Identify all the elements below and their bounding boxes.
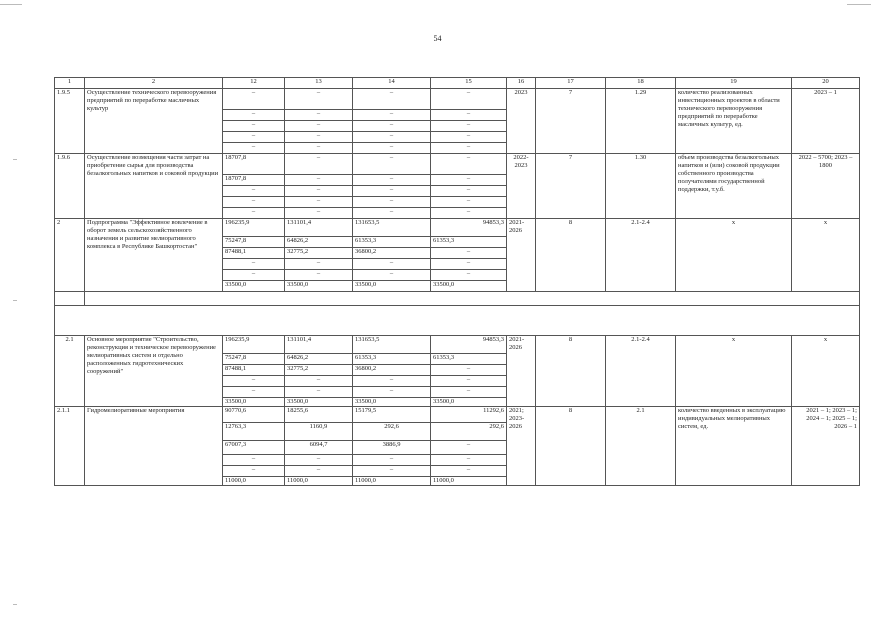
value-cell: 36800,2	[353, 248, 431, 259]
value-cell: –	[431, 89, 507, 110]
value-cell: –	[353, 376, 431, 387]
value-cell: 6094,7	[285, 441, 353, 455]
scan-edge-mark	[13, 300, 17, 301]
value-cell: –	[431, 466, 507, 477]
value-cell: 18707,8	[223, 154, 285, 175]
value-cell: –	[431, 186, 507, 197]
value-cell: 33500,0	[353, 398, 431, 407]
value-cell: –	[285, 455, 353, 466]
value-cell: 131101,4	[285, 336, 353, 354]
value-cell: 75247,8	[223, 354, 285, 365]
col17-cell: 7	[536, 154, 606, 219]
indicator-cell: количество реализованных инвестиционных проектов в области технического перевооружения предприятий по переработке масличных культур, ед.	[676, 89, 792, 154]
measure-name: Осуществление возмещения части затрат на приобретение сырья для производства безалкогольных напитков и соковой продукции	[85, 154, 223, 219]
row-number: 2	[55, 219, 85, 292]
header-cell: 16	[507, 78, 536, 89]
value-cell: –	[353, 259, 431, 270]
header-cell: 14	[353, 78, 431, 89]
col17-cell: 7	[536, 89, 606, 154]
header-cell: 18	[606, 78, 676, 89]
value-cell: –	[223, 110, 285, 121]
value-cell: –	[353, 270, 431, 281]
value-cell: –	[353, 466, 431, 477]
target-cell: х	[792, 336, 860, 407]
indicator-cell: объем производства безалкогольных напитков и (или) соковой продукции собственного производства получателями государственной поддержки, т.у.б.	[676, 154, 792, 219]
value-cell: –	[285, 186, 353, 197]
value-cell: –	[431, 197, 507, 208]
header-row	[55, 78, 860, 89]
value-cell: –	[223, 270, 285, 281]
value-cell: 196235,9	[223, 219, 285, 237]
value-cell: 33500,0	[431, 398, 507, 407]
value-cell: –	[223, 259, 285, 270]
value-cell: –	[431, 441, 507, 455]
value-cell: 61353,3	[353, 237, 431, 248]
value-cell: –	[285, 466, 353, 477]
value-cell: –	[353, 455, 431, 466]
blank-row	[55, 292, 860, 306]
value-cell: 196235,9	[223, 336, 285, 354]
value-cell: 67007,3	[223, 441, 285, 455]
value-cell: –	[353, 132, 431, 143]
value-cell: 11000,0	[223, 477, 285, 486]
value-cell: –	[431, 175, 507, 186]
value-cell: 87488,1	[223, 248, 285, 259]
blank-row	[55, 306, 860, 336]
value-cell: –	[285, 387, 353, 398]
value-cell: 33500,0	[223, 398, 285, 407]
value-cell: 131653,5	[353, 336, 431, 354]
target-cell: 2023 – 1	[792, 89, 860, 154]
value-cell: 32775,2	[285, 365, 353, 376]
col17-cell: 8	[536, 336, 606, 407]
measure-name: Подпрограмма "Эффективное вовлечение в оборот земель сельскохозяйственного назначения и развитие мелиоративного комплекса в Республике Башкортостан"	[85, 219, 223, 292]
target-cell: 2022 – 5700; 2023 – 1800	[792, 154, 860, 219]
value-cell: 3886,9	[353, 441, 431, 455]
table-row	[55, 154, 860, 175]
value-cell: 33500,0	[285, 398, 353, 407]
value-cell: –	[285, 376, 353, 387]
value-cell: 11000,0	[285, 477, 353, 486]
value-cell: 36800,2	[353, 365, 431, 376]
value-cell: –	[285, 208, 353, 219]
value-cell: –	[223, 197, 285, 208]
table-row	[55, 89, 860, 110]
col18-cell: 2.1	[606, 407, 676, 486]
value-cell: 94853,3	[431, 336, 507, 354]
value-cell: 131101,4	[285, 219, 353, 237]
row-number: 2.1.1	[55, 407, 85, 486]
value-cell: 64826,2	[285, 354, 353, 365]
header-cell: 13	[285, 78, 353, 89]
col17-cell: 8	[536, 219, 606, 292]
scan-edge-mark	[13, 159, 17, 160]
years-cell: 2021-2026	[507, 336, 536, 407]
header-cell: 20	[792, 78, 860, 89]
value-cell: 11292,6	[431, 407, 507, 423]
header-cell: 17	[536, 78, 606, 89]
value-cell: 11000,0	[431, 477, 507, 486]
years-cell: 2021-2026	[507, 219, 536, 292]
value-cell: –	[353, 121, 431, 132]
value-cell: –	[431, 259, 507, 270]
value-cell: –	[285, 132, 353, 143]
value-cell: –	[431, 132, 507, 143]
value-cell: –	[223, 455, 285, 466]
value-cell: 18707,8	[223, 175, 285, 186]
scan-edge-mark	[13, 604, 17, 605]
value-cell: 292,6	[353, 423, 431, 441]
value-cell: –	[223, 143, 285, 154]
value-cell: –	[285, 259, 353, 270]
value-cell: –	[431, 365, 507, 376]
value-cell: 33500,0	[223, 281, 285, 292]
row-number: 1.9.5	[55, 89, 85, 154]
value-cell: –	[285, 175, 353, 186]
value-cell: 87488,1	[223, 365, 285, 376]
value-cell: –	[285, 270, 353, 281]
value-cell: –	[353, 154, 431, 175]
value-cell: –	[223, 132, 285, 143]
value-cell: –	[431, 248, 507, 259]
value-cell: 292,6	[431, 423, 507, 441]
value-cell: –	[431, 143, 507, 154]
value-cell: –	[223, 208, 285, 219]
indicator-cell: х	[676, 219, 792, 292]
target-cell: х	[792, 219, 860, 292]
value-cell: –	[431, 121, 507, 132]
value-cell: –	[431, 455, 507, 466]
header-cell: 2	[85, 78, 223, 89]
measure-name: Гидромелиоративные мероприятия	[85, 407, 223, 486]
table-row	[55, 219, 860, 237]
value-cell: –	[223, 121, 285, 132]
value-cell: –	[431, 110, 507, 121]
table-row	[55, 336, 860, 354]
value-cell: 94853,3	[431, 219, 507, 237]
value-cell: –	[353, 387, 431, 398]
value-cell: –	[285, 154, 353, 175]
value-cell: –	[223, 89, 285, 110]
col18-cell: 1.29	[606, 89, 676, 154]
value-cell: –	[353, 175, 431, 186]
value-cell: 131653,5	[353, 219, 431, 237]
table-row	[55, 407, 860, 423]
value-cell: 61353,3	[431, 354, 507, 365]
value-cell: –	[285, 110, 353, 121]
value-cell: –	[223, 376, 285, 387]
measure-name: Основное мероприятие "Строительство, реконструкция и техническое перевооружение мелиоративных систем и отдельно расположенных гидротехнических сооружений"	[85, 336, 223, 407]
indicator-cell: х	[676, 336, 792, 407]
value-cell: 33500,0	[431, 281, 507, 292]
value-cell: 61353,3	[353, 354, 431, 365]
value-cell: 61353,3	[431, 237, 507, 248]
col18-cell: 2.1-2.4	[606, 219, 676, 292]
value-cell: 32775,2	[285, 248, 353, 259]
value-cell: –	[431, 270, 507, 281]
value-cell: –	[285, 197, 353, 208]
value-cell: –	[285, 89, 353, 110]
value-cell: 15179,5	[353, 407, 431, 423]
program-table	[54, 77, 860, 486]
value-cell: –	[353, 89, 431, 110]
value-cell: 11000,0	[353, 477, 431, 486]
scan-edge-mark	[0, 4, 22, 5]
value-cell: –	[431, 208, 507, 219]
value-cell: 18255,6	[285, 407, 353, 423]
value-cell: 33500,0	[353, 281, 431, 292]
col17-cell: 8	[536, 407, 606, 486]
col18-cell: 1.30	[606, 154, 676, 219]
value-cell: –	[431, 376, 507, 387]
header-cell: 19	[676, 78, 792, 89]
value-cell: 12763,3	[223, 423, 285, 441]
value-cell: –	[223, 186, 285, 197]
header-cell: 12	[223, 78, 285, 89]
target-cell: 2021 – 1; 2023 – 1; 2024 – 1; 2025 – 1; 2026 – 1	[792, 407, 860, 486]
value-cell: –	[353, 110, 431, 121]
value-cell: 33500,0	[285, 281, 353, 292]
years-cell: 2021; 2023-2026	[507, 407, 536, 486]
scan-edge-mark	[847, 4, 871, 5]
value-cell: –	[431, 154, 507, 175]
col18-cell: 2.1-2.4	[606, 336, 676, 407]
value-cell: –	[353, 143, 431, 154]
value-cell: –	[353, 197, 431, 208]
value-cell: 64826,2	[285, 237, 353, 248]
row-number: 1.9.6	[55, 154, 85, 219]
value-cell: 1160,9	[285, 423, 353, 441]
value-cell: 75247,8	[223, 237, 285, 248]
years-cell: 2023	[507, 89, 536, 154]
value-cell: –	[353, 186, 431, 197]
page-number: 54	[433, 34, 442, 43]
indicator-cell: количество введенных в эксплуатацию индивидуальных мелиоративных систем, ед.	[676, 407, 792, 486]
value-cell: –	[223, 387, 285, 398]
value-cell: –	[223, 466, 285, 477]
value-cell: 90770,6	[223, 407, 285, 423]
row-number: 2.1	[55, 336, 85, 407]
header-cell: 15	[431, 78, 507, 89]
value-cell: –	[431, 387, 507, 398]
years-cell: 2022-2023	[507, 154, 536, 219]
value-cell: –	[285, 121, 353, 132]
measure-name: Осуществление технического перевооружения предприятий по переработке масличных культур	[85, 89, 223, 154]
header-cell: 1	[55, 78, 85, 89]
value-cell: –	[285, 143, 353, 154]
value-cell: –	[353, 208, 431, 219]
